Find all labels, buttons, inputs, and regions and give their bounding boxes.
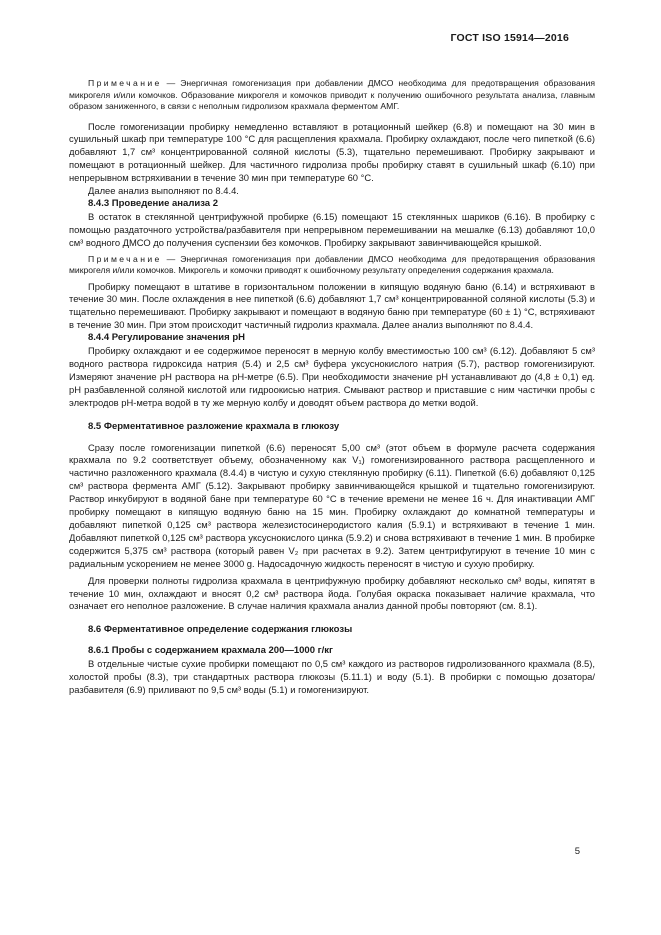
paragraph-3: В остаток в стеклянной центрифужной пробирке (6.15) помещают 15 стеклянных шариков (6.16). В пробирку с помощью раздаточного устройства/разбавителя при непрерывном перемешивании на мешалке (6.13) добавляют 10,0 см³ водного ДМСО до получения суспензии без комочков. Пробирку закрывают завинчивающейся крышкой.: [69, 210, 595, 248]
heading-8-4-3: 8.4.3 Проведение анализа 2: [88, 197, 218, 209]
document-body: [69, 77, 595, 697]
paragraph-6: Сразу после гомогенизации пипеткой (6.6) переносят 5,00 см³ (этот объем в формуле расчета содержания крахмала по 9.2 соответствует объему, обозначенному как V₁) гомогенизированного раствора расщепленного и частично разложенного крахмала (8.4.4) в чистую и сухую стеклянную пробирку (6.11). Пипеткой (6.6) добавляют 0,125 см³ раствора фермента АМГ (5.12). Закрывают пробирку завинчивающейся крышкой и тщательно гомогенизируют. Раствор инкубируют в водяной бане при температуре 60 °С в течение времени не менее 16 ч. Для инактивации АМГ пробирку помещают в кипящую водяную баню на 15 мин. Пробирку охлаждают до комнатной температуры и добавляют пипеткой 0,125 см³ раствора железистосинеродистого калия (5.9.1) и встряхивают в течение 1 мин. Добавляют пипеткой 0,125 см³ раствора уксуснокислого цинка (5.9.2) и снова встряхивают в течение 1 мин. В пробирке содержится 5,375 см³ раствора (который равен V₂ при расчетах в 9.2). Затем центрифугируют в течение 10 мин с радиальным ускорением не менее 3000 g. Надосадочную жидкость переносят в чистую и сухую пробирку.: [69, 441, 595, 569]
document-id-header: ГОСТ ISO 15914—2016: [450, 32, 569, 44]
note-2: [69, 254, 595, 277]
paragraph-4: Пробирку помещают в штативе в горизонтальном положении в кипящую водяную баню (6.14) и встряхивают в течение 30 мин. После охлаждения в нее пипеткой (6.6) добавляют 1,7 см³ концентрированной соляной кислоты (5.3) и тщательно перемешивают. Пробирку закрывают и помещают в водяную баню при температуре (60 ± 1) °С, встряхивают в течение 30 мин. При этом происходит частичный гидролиз крахмала. Далее анализ выполняют по 8.4.4.: [69, 280, 595, 331]
paragraph-7: Для проверки полноты гидролиза крахмала в центрифужную пробирку добавляют несколько см³ воды, кипятят в течение 10 мин, охлаждают и вносят 0,2 см³ раствора йода. Голубая окраска показывает наличие крахмала, что означает его неполное разложение. В случае наличия крахмала анализ данной пробы повторяют (см. 8.1).: [69, 574, 595, 612]
paragraph-1: После гомогенизации пробирку немедленно вставляют в ротационный шейкер (6.8) и помещают на 30 мин в сушильный шкаф при температуре 100 °С для расщепления крахмала. Пробирку охлаждают, после чего пипеткой (6.6) добавляют 1,7 см³ концентрированной соляной кислоты (5.3), тщательно перемешивают. Пробирку закрывают и помещают в ротационный шейкер. Для частичного гидролиза пробы пробирку ставят в сушильный шкаф (6.10) при непрерывном встряхивании в течение 30 мин при температуре 60 °С.: [69, 120, 595, 184]
paragraph-8: В отдельные чистые сухие пробирки помещают по 0,5 см³ каждого из растворов гидролизованного крахмала (8.5), холостой пробы (8.3), три стандартных раствора глюкозы (5.11.1) и воду (5.1). В пробирки с помощью дозатора/разбавителя (6.9) приливают по 9,5 см³ воды (5.1) и гомогенизируют.: [69, 658, 595, 695]
page-number: 5: [574, 846, 580, 857]
paragraph-5: Пробирку охлаждают и ее содержимое переносят в мерную колбу вместимостью 100 см³ (6.12). Добавляют 5 см³ водного раствора гидроксида натрия (5.4) и 2,5 см³ буфера уксуснокислого натрия (5.7), раствор гомогенизируют. Измеряют значение рН раствора на рН-метре (6.5). При необходимости значение рН устанавливают до (4,8 ± 0,1) ед. рН разбавленной соляной кислотой или гидроокисью натрия. Смывают раствор и приставшие с ним частички пробы с электродов рН-метра водой в ту же мерную колбу и доводят объем раствора до метки водой.: [69, 345, 595, 408]
paragraph-2: Далее анализ выполняют по 8.4.4.: [88, 185, 239, 197]
note-1: [69, 78, 595, 113]
heading-8-6: 8.6 Ферментативное определение содержания глюкозы: [88, 624, 353, 636]
note-1-text: — Энергичная гомогенизация при добавлении ДМСО необходима для предотвращения образования микрогеля и/или комочков. Образование микрогеля и комочков приводит к получению ошибочного результата анализа, главным образом заниженного, в связи с неполным гидролизом крахмала ферментом АМГ.: [69, 78, 595, 111]
heading-8-4-4: 8.4.4 Регулирование значения рН: [88, 332, 245, 344]
note-2-lead: Примечание: [88, 253, 162, 264]
heading-8-5: 8.5 Ферментативное разложение крахмала в глюкозу: [88, 420, 340, 432]
note-1-lead: Примечание: [88, 78, 162, 88]
note-2-text: — Энергичная гомогенизация при добавлении ДМСО необходима для предотвращения образования микрогеля и/или комочков. Микрогель и комочки приводят к ошибочному результату определения содержания крахмала.: [69, 253, 595, 276]
heading-8-6-1: 8.6.1 Пробы с содержанием крахмала 200—1000 г/кг: [88, 645, 333, 657]
